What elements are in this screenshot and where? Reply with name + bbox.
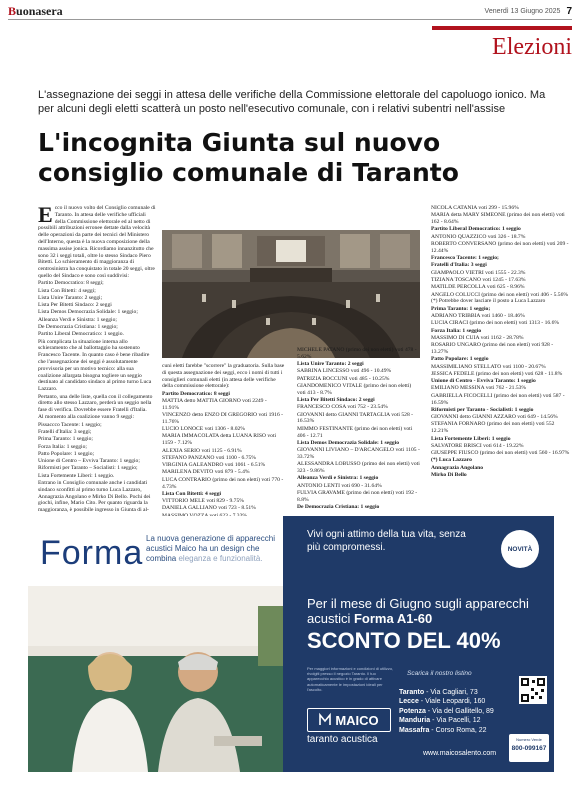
- list-item: STEFANIA FORNARO (primo dei non eletti) voti 552 12.21%: [431, 421, 555, 435]
- council-chamber-image: [162, 230, 420, 358]
- list-heading: Alleanza Verdi e Sinistra: 1 seggio: [297, 475, 379, 482]
- list-item: Fratelli d'Italia: 3 seggi;: [38, 429, 92, 435]
- list-item: ROBERTO CONVERSANO (primo dei non eletti) voti 209 - 12.44%: [431, 240, 569, 254]
- list-heading: Riformisti per Taranto - Socialisti: 1 seggio: [431, 406, 534, 413]
- ad-right-panel: [283, 516, 554, 772]
- list-item: FULVIA GRAVAME (primo dei non eletti) voti 192 - 8.8%: [297, 489, 418, 503]
- ad-intro: La nuova generazione di apparecchi acustici Maico ha un design che combina eleganza e funzionalità.: [146, 534, 275, 563]
- elected-list: [162, 391, 285, 527]
- store-location: [399, 726, 519, 735]
- list-item: GIANDOMENICO VITALE (primo dei non eletti) voti 413 - 8.7%: [297, 382, 412, 396]
- list-heading: Forza Italia: 1 seggio: [431, 327, 482, 334]
- list-item: MASSIMO DI CUIA voti 1162 - 28.78%: [431, 334, 524, 341]
- maico-logo: MAICO: [307, 708, 391, 732]
- section-title: Elezioni: [492, 34, 572, 60]
- store-city: Lecce: [399, 698, 419, 706]
- list-item: LUCIO LONOCE voti 1306 - 8.02%: [162, 426, 245, 433]
- list-item: ANTONIO LENTI voti 690 - 31.64%: [297, 482, 382, 489]
- list-item: ADRIANO TRIBBIA voti 1460 - 18.46%: [431, 312, 525, 319]
- list-item: MATILDE PERCOLLA voti 625 - 8.96%: [431, 284, 525, 291]
- novita-badge: NOVITÀ: [501, 530, 539, 568]
- list-item: Partito Liberal Democratico: 1 seggio.: [38, 331, 124, 338]
- section-header: [432, 26, 572, 74]
- qr-code-icon[interactable]: [519, 676, 547, 704]
- list-item: De Democrazia Cristiana: 1 seggio;: [38, 324, 118, 331]
- council-chamber-photo: [162, 230, 420, 358]
- store-city: Massafra: [399, 726, 430, 734]
- store-address: - Via Cagliari, 73: [424, 689, 478, 696]
- list-heading: Lista Demos Democrazia Solidale: 1 seggio: [297, 439, 400, 446]
- masthead: [8, 4, 572, 20]
- seat-summary-list: [38, 280, 156, 338]
- elected-list: [431, 205, 570, 479]
- list-item: TIZIANA TOSCANO voti 1245 - 17.63%: [431, 276, 526, 283]
- list-item: Lista Con Bitetti: 4 seggi;: [38, 287, 96, 294]
- store-address: - Via del Gallitello, 89: [425, 707, 494, 715]
- list-item: PATRIZIA BOCCUNI voti 485 - 10.25%: [297, 375, 390, 382]
- list-heading: Patto Popolare: 1 seggio: [431, 356, 489, 363]
- article-column-1: [38, 202, 156, 515]
- store-address: - Corso Roma, 22: [429, 726, 487, 734]
- list-item: Lista Unire Taranto: 2 seggi;: [38, 294, 103, 301]
- list-heading: Mirko Di Bello: [431, 471, 467, 478]
- store-city: Manduria: [399, 717, 431, 725]
- article-paragraph: Più complicata la situazione interna allo schieramento che al ballottaggio ha sostenuto Francesco Tacente. In quanto caso è bene ribadire che l'assegnazione dei seggi è assolutamente provvisoria per un motivo tecnico: alla sua coalizione allargata bisogna togliere un seggio destinato al candidato sindaco al primo turno Luca Lazzaro.: [38, 338, 152, 393]
- article-kicker: L'assegnazione dei seggi in attesa delle verifiche della Commissione elettorale del capoluogo ionico. Ma per alcuni degli eletti scatterà un posto nell'esecutivo comunale, con i relativi subentri nell'assise: [38, 89, 546, 115]
- list-item: GIOVANNI detto GIANNI AZZARO voti 649 - 14.56%: [431, 414, 558, 421]
- list-item: Pissaccco Tacente: 1 seggio;: [38, 421, 102, 428]
- list-item: LUCA CONTRARIO (primo dei non eletti) voti 770 - 4.73%: [162, 476, 284, 490]
- list-item: Lista Fortemente Liberi: 1 seggio.: [38, 472, 115, 479]
- list-item: VINCENZO detto ENZO DI GREGORIO voti 1916 - 11.76%: [162, 412, 284, 425]
- ad-tagline: Vivi ogni attimo della tua vita, senza più compromessi.: [307, 529, 466, 553]
- maico-m-icon: [319, 714, 331, 726]
- list-heading: Francesco Tacente: 1 seggio;: [431, 255, 499, 262]
- list-item: JESSICA FEDELE (primo dei non eletti) voti 628 - 11.8%: [431, 370, 563, 377]
- list-heading: Unione di Centro - Evviva Taranto: 1 seggio: [431, 378, 536, 385]
- list-item: EMILIANO MESSINA voti 762 - 21.53%: [431, 385, 527, 392]
- list-item: MASSIMILIANO STELLATO voti 1100 - 20.67%: [431, 363, 546, 370]
- list-item: Unione di Centro – Evviva Taranto: 1 seggio;: [38, 458, 140, 465]
- list-item: LUCIA CIRACI (primo dei non eletti) voti 1313 - 16.6%: [431, 320, 560, 327]
- list-item: STEFANO PANZANO voti 1100 - 6.75%: [162, 454, 256, 461]
- download-price-list[interactable]: Scarica il nostro listino: [407, 670, 472, 677]
- page-number: 7: [566, 6, 572, 17]
- ad-smallprint: Per maggiori informazioni e condizioni di utilizzo, rivolgiti presso il negozio Taranto. Il tuo apparecchio acustico è in grado di attivare automaticamente le impostazioni ideali per l'ascolto.: [307, 666, 394, 692]
- list-item: MATTIA detto MATTIA GIORNO voti 2249 - 11.91%: [162, 397, 267, 411]
- list-heading: (*) Luca Lazzaro: [431, 457, 472, 464]
- list-item: ANGELO COLUCCI (primo dei non eletti) voti 406 - 5.56% (*) Potrebbe dover lasciare il posto a Luca Lazzaro: [431, 291, 569, 305]
- issue-date: Venerdì 13 Giugno 2025: [484, 8, 561, 15]
- discount-headline: SCONTO DEL 40%: [307, 628, 501, 653]
- ad-left-panel: [28, 516, 288, 772]
- newspaper-logo[interactable]: Buonasera: [8, 4, 63, 18]
- list-item: ROSARIO UNGARO (primo dei non eletti) voti 928 - 13.27%: [431, 342, 554, 355]
- list-item: ALEXIA SERIO voti 1125 - 6.91%: [162, 447, 242, 454]
- drop-cap: E: [38, 202, 53, 227]
- list-item: ALESSANDRA LOBUSSO (primo dei non eletti) voti 323 - 9.86%: [297, 461, 420, 475]
- list-heading: Partito Democratico: 8 seggi: [162, 390, 230, 397]
- list-item: GIOVANNI LIVIANO – D'ARCANGELO voti 1105 - 33.72%: [297, 447, 420, 460]
- list-item: GIOVANNI detto GIANNI TARTAGLIA voti 528 - 16.53%: [297, 411, 414, 425]
- article-paragraph: cuni eletti farebbe "scorrere" la graduatoria. Sulla base di questa assegnazione dei seggi, ecco i nomi di tutti i consiglieri comunali eletti (in attesa delle verifiche della commissione elettorale):: [162, 363, 285, 390]
- article-column-2: [162, 363, 285, 515]
- list-heading: Prima Taranto: 1 seggio;: [431, 305, 491, 312]
- list-item: Partito Democratico: 8 seggi;: [38, 280, 104, 287]
- list-item: Prima Taranto: 1 seggio;: [38, 436, 93, 443]
- list-heading: Lista Fortemente Liberi: 1 seggio: [431, 435, 511, 442]
- list-item: SABRINA LINCESSO voti 496 - 10.49%: [297, 368, 392, 375]
- list-item: MARILENA DEVITO voti 879 - 5.4%: [162, 469, 250, 476]
- list-item: Patto Popolare: 1 seggio;: [38, 450, 95, 457]
- list-heading: Annagrazia Angolano: [431, 464, 484, 471]
- list-heading: Lista Unire Taranto: 2 seggi: [297, 361, 364, 368]
- list-item: Lista Demos Democrazia Solidale: 1 seggio;: [38, 309, 138, 316]
- store-location: [399, 697, 519, 706]
- section-bar: [432, 26, 572, 30]
- list-heading: De Democrazia Cristiana: 1 seggio: [297, 504, 380, 511]
- article-headline: L'incognita Giunta sul nuovo consiglio comunale di Taranto: [38, 128, 459, 187]
- maico-subtitle: taranto acustica: [307, 734, 378, 745]
- store-location: [399, 716, 519, 725]
- store-address: - Via Pacelli, 12: [430, 717, 481, 725]
- promo-line: Per il mese di Giugno sugli apparecchi acustici Forma A1-60: [307, 596, 529, 626]
- list-heading: Lista Per Bitetti Sindaco: 2 seggi: [297, 397, 375, 404]
- article-body: [38, 202, 570, 515]
- article-column-3: [297, 347, 420, 515]
- article-paragraph: Entrano in Consiglio comunale anche i candidati sindaco sconfitti al primo turno Luca Lazzaro, Annagrazia Angolano e Mirko Di Bello. Pochi dei giochi, infine, Mario Cito. Per quanto riguarda la maggioranza, è possibile ingresso in Giunta di al-: [38, 480, 151, 514]
- store-city: Potenza: [399, 707, 426, 715]
- store-locations: [399, 688, 519, 735]
- list-heading: Lista Con Bitetti: 4 seggi: [162, 490, 222, 497]
- dateline: [485, 6, 572, 17]
- list-item: Riformisti per Taranto – Socialisti: 1 seggio;: [38, 465, 138, 472]
- list-heading: Partito Liberal Democratico: 1 seggio: [431, 226, 521, 233]
- list-item: FRANCESCO COSA voti 752 - 23.54%: [297, 404, 388, 411]
- list-item: MARIA IMMACOLATA detta LUANA RISO voti 1159 - 7.12%: [162, 433, 277, 447]
- store-location: [399, 688, 519, 697]
- list-item: Alleanza Verdi e Sinistra: 1 seggio;: [38, 316, 117, 323]
- list-item: VIRGINIA GALEANDRO voti 1061 - 6.51%: [162, 462, 266, 469]
- list-heading: Fratelli d'Italia: 3 seggi: [431, 262, 487, 269]
- list-item: Lista Per Bitetti Sindaco: 2 seggi: [38, 302, 112, 309]
- list-item: GIUSEPPE FIUSCO (primo dei non eletti) voti 560 - 16.97%: [431, 450, 570, 457]
- list-item: SALVATORE BRISCI voti 614 - 19.22%: [431, 442, 524, 449]
- elected-list: [297, 347, 420, 511]
- maico-advertisement[interactable]: [28, 516, 554, 772]
- store-location: [399, 707, 519, 716]
- opposition-seat-list: [38, 422, 156, 480]
- ad-website[interactable]: www.maicosalento.com: [423, 750, 497, 757]
- list-item: NICOLA CATANIA voti 299 - 15.96%: [431, 205, 519, 211]
- list-item: ANTONIO QUAZZICO voti 326 - 18.7%: [431, 233, 526, 240]
- store-address: - Viale Leopardi, 160: [418, 698, 486, 706]
- list-item: MICHELE PATANO (primo dei non eletti) voti 478 - 5.62%: [297, 347, 417, 360]
- list-item: MARIA detta MARY SIMEONE (primo dei non eletti) voti 162 - 8.64%: [431, 212, 565, 226]
- forma-brand: Forma: [40, 534, 144, 572]
- article-paragraph: Al momento alla coalizione vanno 9 seggi:: [38, 414, 135, 421]
- toll-free-number[interactable]: Numero Verde 800-099167: [509, 734, 549, 762]
- list-item: DANIELA GALLIANO voti 723 - 8.51%: [162, 505, 256, 512]
- article-column-4: [431, 205, 570, 515]
- list-item: VITTORIO MELE voti 829 - 9.75%: [162, 498, 244, 505]
- list-item: Forza Italia: 1 seggio;: [38, 443, 87, 450]
- list-item: MIMMO FESTINANTE (primo dei non eletti) voti 406 - 12.71: [297, 425, 413, 439]
- list-item: GABRIELLA FICOCELLI (primo dei non eletti) voti 587 - 16.59%: [431, 392, 565, 406]
- store-city: Taranto: [399, 689, 425, 696]
- article-paragraph: Pertanto, una delle liste, quella con il collegamento diretto allo stesso Lazzaro, perderà un seggio nella fase di verifica. Dovrebbe essere Fratelli d'Italia.: [38, 393, 153, 414]
- article-lead: cco il nuovo volto del Consiglio comunale di Taranto. In attesa delle verifiche ufficiali della Commissione elettorale ed al netto di possibili attribuzioni erronee dettate dalla velocità delle operazioni da parte dei tecnici del Ministero dell'Interno, questa è la nuova composizione della massima assise jonica. Ricordiamo innanzitutto che sono 32 i seggi totali, oltre lo stesso Sindaco Piero Bitetti. Lo schieramento di maggioranza di centrosinistra ha conquistato in totale 20 seggi, oltre quello del Sindaco e sono così suddivisi:: [38, 205, 156, 279]
- list-item: GIAMPAOLO VIETRI voti 1555 - 22.3%: [431, 269, 526, 276]
